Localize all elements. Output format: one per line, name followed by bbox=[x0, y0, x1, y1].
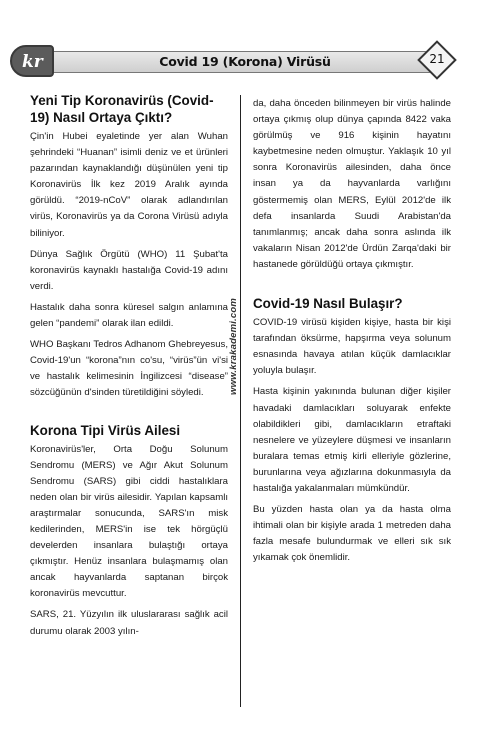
column-divider bbox=[240, 95, 241, 707]
left-column bbox=[30, 92, 228, 640]
section-title-transmission: Covid-19 Nasıl Bulaşır? bbox=[253, 296, 403, 312]
side-url: www.krakademi.com bbox=[228, 297, 239, 395]
paragraph: Çin'in Hubei eyaletinde yer alan Wuhan şehrindeki “Huanan” isimli deniz ve et ürünleri pazarından kaynaklandığı düşünülen yeni tip Koronavirüs İlk kez 2019 Aralık ayında görüldü. “2019-nCoV” olarak adlandırılan virüs, Koronavirüs ya da Corona Virüsü adıyla biliniyor. bbox=[30, 131, 228, 239]
paragraph: da, daha önceden bilinmeyen bir virüs halinde ortaya çıkmış olup dünya çapında 8422 vaka görülmüş ve 916 kişinin hayatını kaybetmesine neden olmuştur. Yaklaşık 10 yıl sonra Koronavirüs ailesinden, daha önce insan ya da hayvanlarda varlığını göstermemiş olan MERS, Eylül 2012'de ilk defa insanlarda Suudi Arabistan'da tanımlanmış; ancak daha sonra aslında ilk vakaların Nisan 2012'de Ürdün Zarqa'daki bir hastanede görüldüğü ortaya çıkmıştır. bbox=[253, 98, 451, 270]
paragraph: Hastalık daha sonra küresel salgın anlamına gelen “pandemi” olarak ilan edildi. bbox=[30, 301, 228, 330]
right-column bbox=[253, 96, 451, 566]
paragraph: COVID-19 virüsü kişiden kişiye, hasta bir kişi tarafından öksürme, hapşırma veya solunum esnasında havaya atılan küçük damlacıklar yoluyla bulaşır. bbox=[253, 317, 451, 377]
paragraph: Koronavirüs'ler, Orta Doğu Solunum Sendromu (MERS) ve Ağır Akut Solunum Sendromu (SARS) gibi ciddi hastalıklara neden olan bir virüs ailesidir. Yapılan kapsamlı araştırmalar sonucunda, SARS'ın misk kedilerinden, MERS'in ise tek hörgüçlü develerden insanlara bulaştığı ortaya çıkmıştır. Henüz insanlara bulaşmamış olan ancak hayvanlarda saptanan birçok koronavirüs mevcuttur. bbox=[30, 443, 228, 600]
section-title-virus-family: Korona Tipi Virüs Ailesi bbox=[30, 422, 181, 438]
paragraph: SARS, 21. Yüzyılın ilk uluslararası sağlık acil durumu olarak 2003 yılın- bbox=[30, 609, 228, 637]
paragraph: WHO Başkanı Tedros Adhanom Ghebreyesus, Covid-19'un “korona”nın co'su, “virüs”ün vi'si ve hastalık kelimesinin İngilizcesi “disease” sözcüğünün d'sinden türetildiğini söyledi. bbox=[30, 339, 228, 399]
publisher-logo bbox=[10, 45, 54, 77]
paragraph: Dünya Sağlık Örgütü (WHO) 11 Şubat'ta koronavirüs kaynaklı hastalığa Covid-19 adını verdi. bbox=[30, 248, 228, 292]
page-number: 21 bbox=[429, 52, 445, 66]
page-number-badge bbox=[420, 44, 454, 76]
running-title: Covid 19 (Korona) Virüsü bbox=[159, 54, 331, 69]
paragraph: Hasta kişinin yakınında bulunan diğer kişiler havadaki damlacıkları soluyarak enfekte olabildikleri gibi, damlacıkların etraftaki nesnelere ve yüzeylere düşmesi ve insanların buralara temas etmiş kirli elleriyle gözlerine, burunlarına veya ağızlarına dokunmasıyla da hastalığa yakalanmaları mümkündür. bbox=[253, 386, 451, 494]
paragraph: Bu yüzden hasta olan ya da hasta olma ihtimali olan bir kişiyle arada 1 metreden daha fazla mesafe bulundurmak ve elleri sık sık yıkamak çok önemlidir. bbox=[253, 504, 451, 564]
section-title-origin: Yeni Tip Koronavirüs (Covid-19) Nasıl Ortaya Çıktı? bbox=[30, 93, 214, 125]
page-header bbox=[0, 43, 478, 77]
svg-text:kr: kr bbox=[22, 52, 43, 72]
kr-logo-icon bbox=[18, 49, 48, 73]
